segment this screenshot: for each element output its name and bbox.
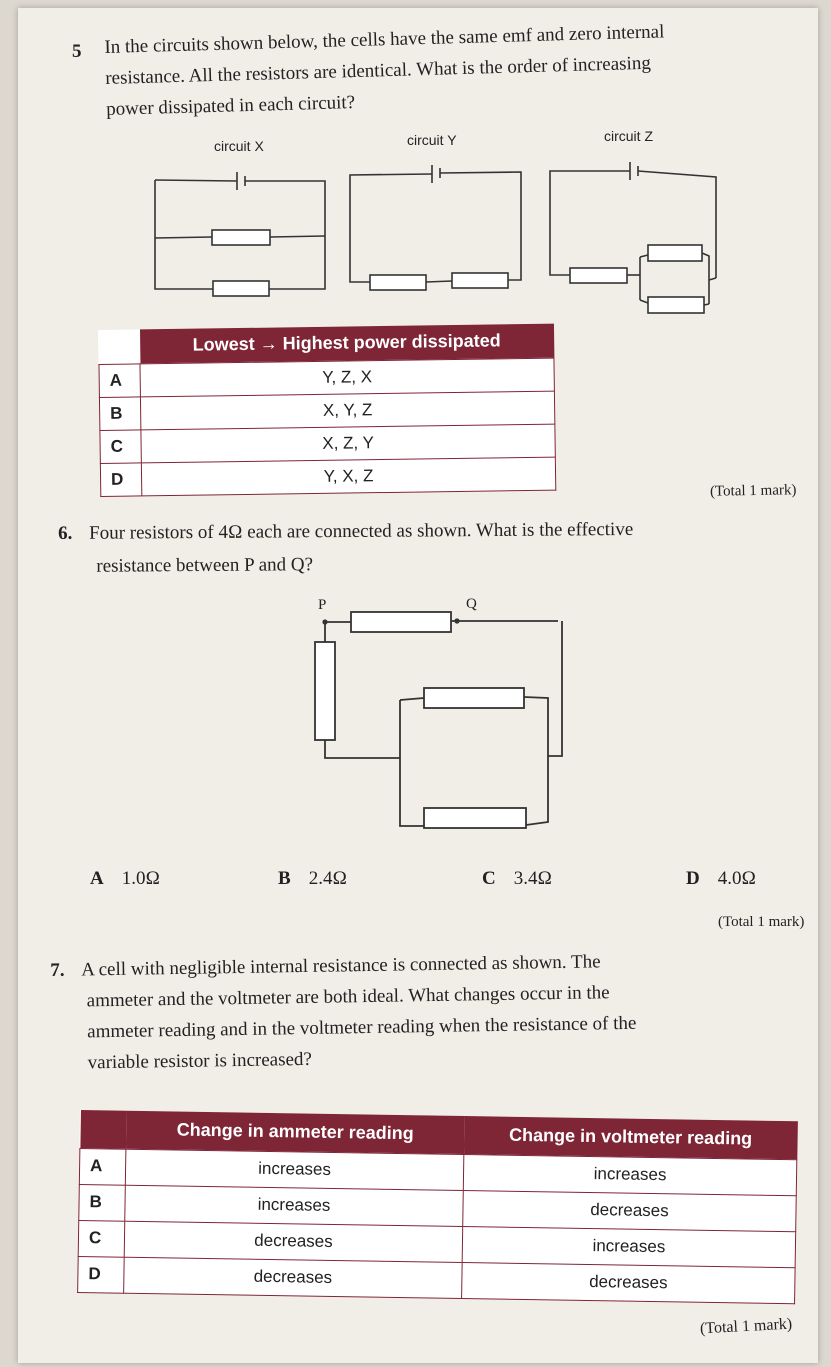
q5-option-letter: B: [99, 396, 140, 430]
q5-line-1: In the circuits shown below, the cells have the same emf and zero internal: [104, 21, 665, 58]
circuit-z-label: circuit Z: [604, 128, 653, 144]
q6-line-1: Four resistors of 4Ω each are connected as shown. What is the effective: [89, 518, 634, 544]
q7-question-text: [50, 946, 637, 1079]
q7-option-letter: A: [79, 1148, 126, 1185]
q7-total-mark: (Total 1 mark): [699, 1315, 793, 1338]
q6-option-a[interactable]: [90, 868, 160, 890]
q7-ammeter-value: increases: [125, 1149, 464, 1190]
q5-option-value: X, Y, Z: [140, 391, 554, 430]
q6-option-letter: D: [686, 868, 700, 889]
q5-option-letter: C: [100, 429, 141, 463]
q6-option-letter: C: [482, 868, 496, 889]
q6-option-letter: A: [90, 868, 104, 889]
resistor-parallel-bottom: [424, 808, 526, 828]
q5-total-mark: (Total 1 mark): [709, 482, 797, 500]
q6-option-value: 2.4Ω: [308, 868, 348, 889]
q7-header-voltmeter: Change in voltmeter reading: [464, 1116, 798, 1159]
q5-line-2: resistance. All the resistors are identical. What is the order of increasing: [105, 52, 652, 89]
q5-table-header: Lowest → Highest power dissipated: [139, 324, 553, 364]
q6-option-value: 1.0Ω: [121, 868, 161, 889]
q7-ammeter-value: decreases: [124, 1257, 463, 1298]
point-q-label: Q: [466, 596, 477, 612]
q7-header-ammeter: Change in ammeter reading: [126, 1111, 465, 1154]
circuit-x-label: circuit X: [214, 138, 264, 154]
resistor-vertical: [315, 642, 335, 740]
q7-line-3: ammeter reading and in the voltmeter reading when the resistance of the: [87, 1012, 637, 1043]
resistor-parallel-top: [424, 688, 524, 708]
node-p: [322, 619, 327, 624]
q5-option-letter: D: [100, 462, 141, 496]
q6-option-value: 4.0Ω: [717, 868, 757, 889]
q7-option-letter: C: [78, 1220, 125, 1257]
q7-answer-table: [77, 1110, 798, 1304]
q5-option-letter: A: [99, 363, 140, 397]
q6-number: 6.: [58, 522, 73, 544]
q7-voltmeter-value: decreases: [462, 1262, 796, 1303]
q5-option-value: X, Z, Y: [141, 424, 555, 463]
q7-option-letter: D: [78, 1256, 125, 1293]
q7-line-1: A cell with negligible internal resistance is connected as shown. The: [81, 951, 601, 981]
q5-number: 5: [72, 41, 82, 62]
q6-total-mark: (Total 1 mark): [718, 914, 805, 930]
q7-option-letter: B: [79, 1184, 126, 1221]
q7-voltmeter-value: increases: [463, 1154, 797, 1195]
q6-option-value: 3.4Ω: [513, 868, 553, 889]
q5-option-value: Y, Z, X: [140, 358, 554, 397]
q6-line-2: resistance between P and Q?: [96, 554, 314, 577]
q7-ammeter-value: decreases: [124, 1221, 463, 1262]
q5-line-3: power dissipated in each circuit?: [105, 92, 356, 120]
q7-voltmeter-value: decreases: [463, 1190, 797, 1231]
q7-ammeter-value: increases: [125, 1185, 464, 1226]
q7-number: 7.: [50, 959, 65, 981]
q7-answer-table-wrapper: [77, 1110, 798, 1304]
q6-option-letter: B: [278, 868, 291, 889]
q6-option-c[interactable]: [482, 868, 552, 890]
resistor-pq: [351, 612, 451, 632]
q5-option-value: Y, X, Z: [141, 457, 555, 496]
q6-option-d[interactable]: [686, 868, 756, 890]
circuit-y-label: circuit Y: [407, 132, 457, 148]
q7-line-2: ammeter and the voltmeter are both ideal. What changes occur in the: [86, 982, 610, 1012]
q7-line-4: variable resistor is increased?: [87, 1048, 313, 1074]
node-q: [454, 618, 459, 623]
point-p-label: P: [318, 597, 327, 613]
q6-option-b[interactable]: [278, 868, 347, 890]
q7-voltmeter-value: increases: [462, 1226, 796, 1267]
